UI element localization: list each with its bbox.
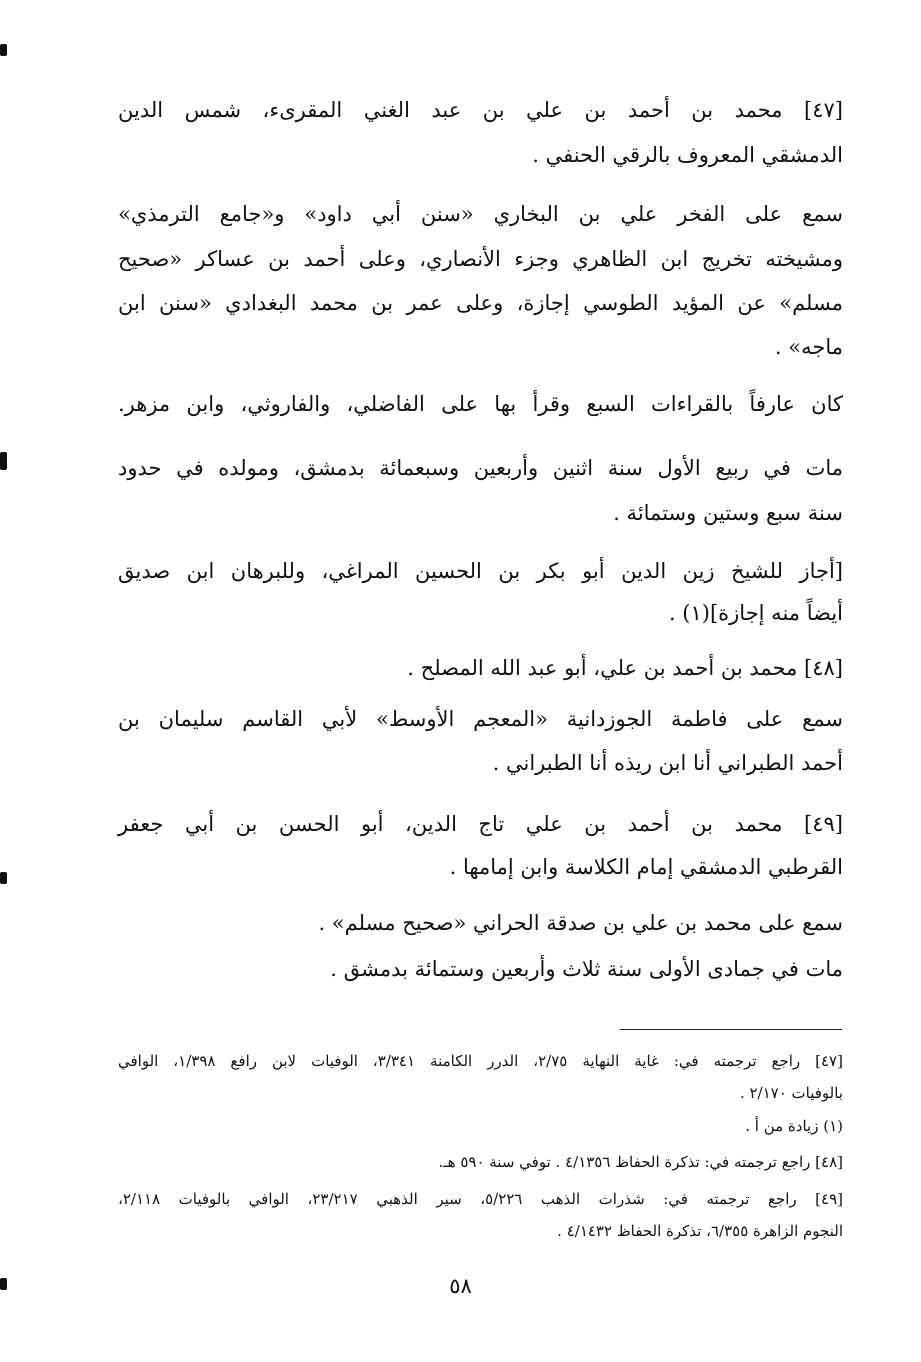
entry-49-heading: [٤٩] محمد بن أحمد بن علي تاج الدين، أبو الحسن بن أبي جعفر — [118, 812, 843, 836]
entry-47-text: سمع على الفخر علي بن البخاري «سنن أبي داود» و«جامع الترمذي» — [118, 202, 843, 226]
entry-48-text: سمع على فاطمة الجوزدانية «المعجم الأوسط» لأبي القاسم سليمان بن — [118, 707, 843, 731]
entry-47-heading: [٤٧] محمد بن أحمد بن علي بن عبد الغني المقرىء، شمس الدين — [118, 98, 843, 122]
scan-edge-mark — [0, 872, 7, 884]
entry-47-text: مسلم» عن المؤيد الطوسي إجازة، وعلى عمر بن محمد البغدادي «سنن ابن — [118, 291, 843, 315]
entry-49-text: سمع على محمد بن علي بن صدقة الحراني «صحيح مسلم» . — [318, 911, 843, 935]
footnote-49: [٤٩] راجع ترجمته في: شذرات الذهب ٥/٢٢٦، سير الذهبي ٢٣/٢١٧، الوافي بالوفيات ٢/١١٨، — [118, 1190, 843, 1208]
entry-48-text: أحمد الطبراني أنا ابن ريذه أنا الطبراني . — [492, 751, 843, 775]
footnote-47: [٤٧] راجع ترجمته في: غاية النهاية ٢/٧٥، الدرر الكامنة ٣/٣٤١، الوفيات لابن رافع ١/٣٩٨، الوافي — [118, 1052, 843, 1070]
page-number: ٥٨ — [449, 1274, 472, 1298]
entry-47-text: [أجاز للشيخ زين الدين أبو بكر بن الحسين المراغي، وللبرهان ابن صديق — [118, 559, 843, 583]
entry-47-text: أيضاً منه إجازة](١) . — [668, 601, 843, 625]
entry-49-heading-cont: القرطبي الدمشقي إمام الكلاسة وابن إمامها . — [449, 855, 843, 879]
entry-47-heading-cont: الدمشقي المعروف بالرقي الحنفي . — [532, 143, 843, 167]
footnote-1: (١) زيادة من أ . — [745, 1117, 843, 1135]
footnote-separator — [620, 1029, 842, 1030]
entry-47-text: ماجه» . — [774, 335, 843, 359]
footnote-47-cont: بالوفيات ٢/١٧٠ . — [739, 1084, 843, 1102]
entry-47-text: ومشيخته تخريج ابن الظاهري وجزء الأنصاري، وعلى أحمد بن عساكر «صحيح — [118, 247, 843, 271]
scan-edge-mark — [0, 44, 7, 56]
entry-49-text: مات في جمادى الأولى سنة ثلاث وأربعين وستمائة بدمشق . — [330, 957, 843, 981]
entry-47-text: سنة سبع وستين وستمائة . — [613, 501, 843, 525]
entry-48-heading: [٤٨] محمد بن أحمد بن علي، أبو عبد الله المصلح . — [407, 656, 843, 680]
entry-47-text: كان عارفاً بالقراءات السبع وقرأ بها على الفاضلي، والفاروثي، وابن مزهر. — [118, 392, 843, 416]
footnote-49-cont: النجوم الزاهرة ٦/٣٥٥، تذكرة الحفاظ ٤/١٤٣٢ . — [557, 1222, 843, 1240]
footnote-48: [٤٨] راجع ترجمته في: تذكرة الحفاظ ٤/١٣٥٦ . توفي سنة ٥٩٠ هـ. — [438, 1153, 843, 1171]
scan-edge-mark — [0, 452, 7, 470]
entry-47-text: مات في ربيع الأول سنة اثنين وأربعين وسبعمائة بدمشق، ومولده في حدود — [118, 456, 843, 480]
